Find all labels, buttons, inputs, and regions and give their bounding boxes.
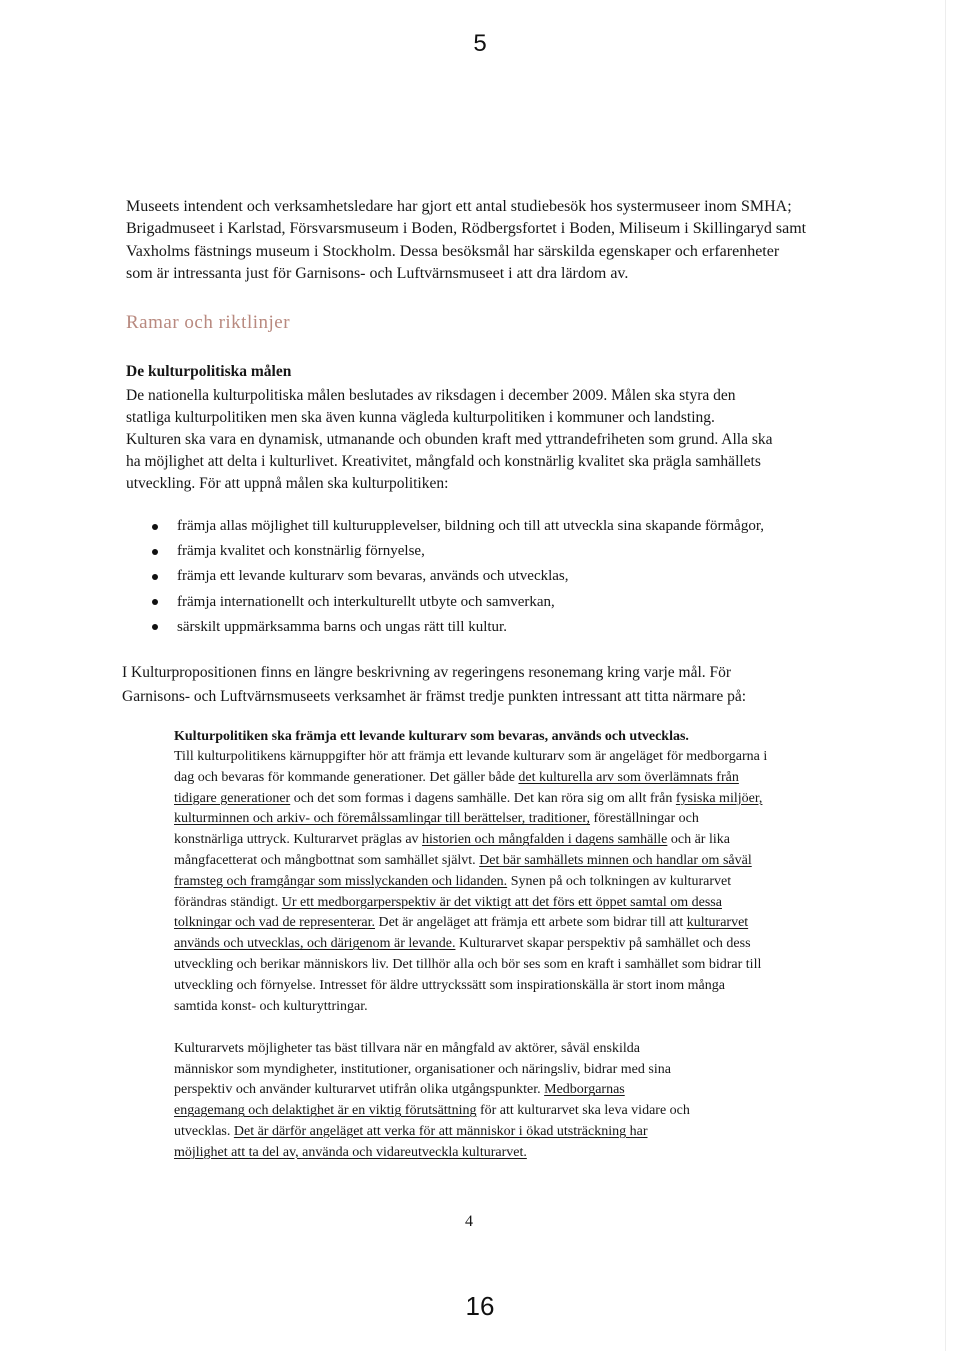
quote-line [174, 768, 767, 789]
bullet-icon [152, 599, 158, 605]
text-segment: samtida konst- och kulturyttringar. [174, 998, 368, 1014]
quote-line [174, 1101, 690, 1122]
paragraph-line: Garnisons- och Luftvärnsmuseets verksamhet är främst tredje punkten intressant att titta närmare på: [122, 688, 747, 705]
underlined-text: tidigare generationer [174, 790, 291, 806]
paragraph-line: Vaxholms fästnings museum i Stockholm. Dessa besöksmål har särskilda egenskaper och erfarenheter [126, 242, 780, 260]
paragraph-line: utveckling. För att uppnå målen ska kulturpolitiken: [126, 475, 449, 492]
paragraph-line: statliga kulturpolitiken men ska även kunna vägleda kulturpolitiken i kommuner och landsting. [126, 409, 715, 426]
quote-paragraph [174, 747, 767, 1017]
bullet-icon [152, 624, 158, 630]
bullet-item [152, 539, 764, 564]
bullet-icon [152, 549, 158, 555]
quote-line [174, 1143, 690, 1164]
proposition-paragraph [122, 661, 746, 709]
underlined-text: kulturarvet [686, 915, 749, 931]
text-segment: utvecklas. [174, 1123, 234, 1139]
intro-paragraph [126, 196, 806, 285]
text-segment: konstnärliga uttryck. Kulturarvet präglas av [174, 832, 423, 848]
quote-line [174, 830, 767, 851]
text-segment: utveckling och berikar människors liv. Det tillhör alla och bör ses som en kraft i samhället som bidrar till [174, 956, 762, 972]
text-segment: och det som formas i dagens samhälle. Det kan röra sig om allt från [290, 790, 676, 806]
goals-bullet-list [152, 514, 764, 640]
goals-heading: De kulturpolitiska målen [126, 363, 292, 380]
underlined-text: historien och mångfalden i dagens samhälle [422, 832, 668, 848]
text-segment: utveckling och förnyelse. Intresset för äldre uttryckssätt som inspirationskälla är stort inom många [174, 977, 725, 993]
bullet-text: främja ett levande kulturarv som bevaras, används och utvecklas, [177, 568, 569, 585]
quote-line [174, 1060, 690, 1081]
bullet-text: särskilt uppmärksamma barns och ungas rätt till kultur. [177, 618, 507, 635]
bullet-text: främja internationellt och interkulturellt utbyte och samverkan, [177, 593, 555, 610]
page-number-top: 5 [473, 30, 487, 57]
underlined-text: kulturminnen och arkiv- och föremålssamlingar till berättelser, traditioner, [174, 811, 591, 827]
underlined-text: framsteg och framgångar som misslyckanden och lidanden. [174, 873, 508, 889]
bullet-item [152, 564, 764, 589]
text-segment: föreställningar och [590, 811, 699, 827]
quote-continued-paragraph [174, 1039, 690, 1163]
underlined-text: fysiska miljöer, [675, 790, 763, 806]
bullet-item [152, 514, 764, 539]
underlined-text: Medborgarnas [544, 1082, 625, 1098]
quote-line [174, 913, 767, 934]
text-segment: och är lika [667, 832, 730, 848]
underlined-text: Ur ett medborgarperspektiv är det viktigt att det förs ett öppet samtal om dessa [281, 894, 722, 910]
bullet-item [152, 615, 764, 640]
underlined-text: engagemang och delaktighet är en viktig förutsättning [174, 1103, 477, 1119]
page-number-bottom: 16 [465, 1291, 495, 1321]
quote-line [174, 997, 767, 1018]
text-segment: människor som myndigheter, institutioner, organisationer och näringsliv, bidrar med sina [174, 1061, 671, 1077]
section-heading: Ramar och riktlinjer [126, 312, 291, 333]
paragraph-line: ha möjlighet att delta i kulturlivet. Kreativitet, mångfald och konstnärlig kvalitet ska prägla samhällets [126, 453, 761, 470]
text-segment: Synen på och tolkningen av kulturarvet [507, 873, 732, 889]
paragraph-line: Brigadmuseet i Karlstad, Försvarsmuseum i Boden, Rödbergsfortet i Boden, Miliseum i Skillingaryd samt [126, 220, 807, 238]
quote-line [174, 1039, 690, 1060]
bullet-icon [152, 574, 158, 580]
text-segment: Kulturarvet skapar perspektiv på samhället och dess [455, 936, 751, 952]
text-segment: Kulturarvets möjligheter tas bäst tillvara när en mångfald av aktörer, såväl enskilda [174, 1041, 640, 1056]
text-segment: Det är angeläget att främja ett arbete som bidrar till att [374, 915, 687, 931]
quote-heading: Kulturpolitiken ska främja ett levande kulturarv som bevaras, används och utvecklas. [174, 729, 689, 744]
quote-line [174, 1122, 690, 1143]
quote-line [174, 955, 767, 976]
paragraph-line: De nationella kulturpolitiska målen beslutades av riksdagen i december 2009. Målen ska styra den [126, 387, 736, 404]
quote-line [174, 934, 767, 955]
quote-line [174, 872, 767, 893]
underlined-text: möjlighet att ta del av, använda och vidareutveckla kulturarvet. [174, 1144, 527, 1160]
quote-line [174, 1080, 690, 1101]
quote-line [174, 747, 767, 768]
underlined-text: används och utvecklas, och därigenom är levande. [174, 936, 456, 952]
bullet-text: främja allas möjlighet till kulturupplevelser, bildning och till att utveckla sina skapande förmågor, [177, 518, 764, 534]
bullet-icon [152, 524, 158, 530]
underlined-text: Det är därför angeläget att verka för att människor i ökad utsträckning har [233, 1123, 648, 1139]
text-segment: perspektiv och använder kulturarvet utifrån olika utgångspunkter. [174, 1082, 545, 1098]
scan-edge-line [945, 0, 946, 1351]
paragraph-line: I Kulturpropositionen finns en längre beskrivning av regeringens resonemang kring varje mål. För [122, 664, 732, 681]
text-segment: Till kulturpolitikens kärnuppgifter hör att främja ett levande kulturarv som är angeläget för medborgarna i [174, 749, 768, 764]
text-segment: förändras ständigt. [174, 894, 282, 910]
quote-line [174, 789, 767, 810]
paragraph-line: som är intressanta just för Garnisons- och Luftvärnsmuseet i att dra lärdom av. [126, 264, 629, 282]
bullet-item [152, 590, 764, 615]
text-segment: dag och bevaras för kommande generationer. Det gäller både [174, 769, 519, 785]
paragraph-line: Kulturen ska vara en dynamisk, utmanande och obunden kraft med yttrandefriheten som grund. Alla ska [126, 431, 773, 448]
text-segment: för att kulturarvet ska leva vidare och [476, 1103, 690, 1119]
quote-line [174, 893, 767, 914]
inner-page-number: 4 [465, 1213, 473, 1230]
underlined-text: Det bär samhällets minnen och handlar om såväl [479, 852, 752, 868]
quote-line [174, 976, 767, 997]
underlined-text: det kulturella arv som överlämnats från [518, 769, 739, 785]
text-segment: mångfacetterat och mångbottnat som samhället självt. [174, 852, 480, 868]
quote-line [174, 851, 767, 872]
goals-paragraph [126, 385, 773, 495]
paragraph-line: Museets intendent och verksamhetsledare har gjort ett antal studiebesök hos systermuseer inom SMHA; [126, 198, 792, 215]
bullet-text: främja kvalitet och konstnärlig förnyelse, [177, 543, 425, 560]
underlined-text: tolkningar och vad de representerar. [174, 915, 375, 931]
quote-line [174, 809, 767, 830]
